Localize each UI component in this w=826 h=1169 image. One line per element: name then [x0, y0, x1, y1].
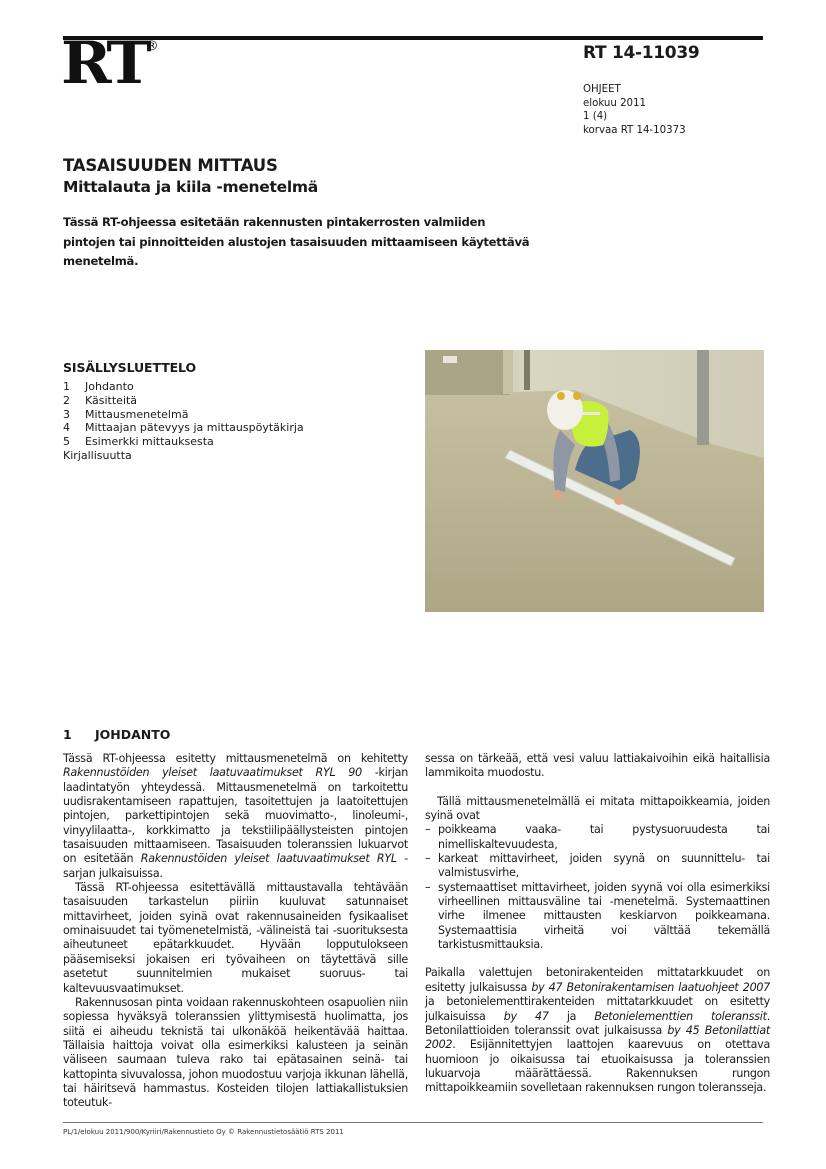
section-number: 1 [63, 727, 72, 742]
rt-logo [61, 29, 159, 97]
toc-item[interactable] [63, 435, 304, 449]
toc-item-number: 5 [63, 435, 70, 449]
toc-item-number: 3 [63, 407, 70, 421]
page-title: TASAISUUDEN MITTAUS [63, 156, 278, 175]
bullet-list [425, 823, 770, 952]
toc-item[interactable] [63, 421, 304, 435]
text: . Esijännitettyjen laattojen kaarevuus on otettava huomioon jo oikaisussa tai etuoikaisussa ja toleranssien lukuarvoja määrättäessä. Rakennuksen rungon mittapoikkeamiin sovelletaan rakennuksen rungon toleransseja. [425, 1038, 770, 1095]
toc-item[interactable] [63, 449, 304, 463]
text: Tässä RT-ohjeessa esitetty mittausmenetelmä on kehitetty [63, 752, 408, 765]
vest-reflective-stripe [580, 412, 600, 415]
publication-reference: by 47 [503, 1009, 549, 1023]
paragraph: Rakennusosan pinta voidaan rakennuskohteen osapuolien niin sopiessa hyväksyä toleranssien ylittymisestä huolimatta, jos siitä ei aiheudu teknistä tai ulkonäköä heikentävää haittaa. Tällaisia haittoja voivat olla esimerkiksi kalusteen ja seinän väliseen saumaan tuleva rako tai epätasainen seinä- tai kattopinta sivuvalossa, johon muodostuu varjoja ikkunan lähellä, tai häiritsevä hammastus. Kosteiden tilojen lattiakallistuksien toteutuk- [63, 995, 408, 1110]
paragraph [425, 966, 770, 1095]
meta-replaces: korvaa RT 14-10373 [583, 124, 686, 136]
ear-protector [557, 392, 565, 400]
document-meta [583, 83, 686, 137]
toc-item-number: 4 [63, 421, 70, 435]
column [503, 350, 513, 394]
toc-item-label: Kirjallisuutta [63, 448, 132, 462]
doorframe [524, 350, 530, 390]
registered-mark: ® [145, 39, 159, 54]
header-rule [63, 36, 763, 40]
logo-text: RT [61, 29, 148, 97]
hand-right [614, 495, 624, 505]
publication-reference: Betonielementtien toleranssit [594, 1009, 767, 1023]
page-subtitle: Mittalauta ja kiila -menetelmä [63, 178, 318, 196]
text: ja betonielementtirakenteiden mittatarkkuudet on esitetty julkaisuissa [425, 995, 770, 1023]
section-title: JOHDANTO [95, 727, 171, 742]
lead-paragraph: Tässä RT-ohjeessa esitetään rakennusten pintakerrosten valmiiden pintojen tai pinnoitteiden alustojen tasaisuuden mittaamiseen käytettävä menetelmä. [63, 215, 530, 268]
text: . Betonilattioiden toleranssit ovat julkaisussa [425, 1009, 770, 1037]
ear-protector [573, 392, 581, 400]
photo-illustration [425, 350, 764, 612]
toc-item-label: Johdanto [85, 380, 134, 393]
toc-item-label: Esimerkki mittauksesta [85, 435, 214, 449]
footer-imprint: PL/1/elokuu 2011/900/Kyriiri/Rakennustieto Oy © Rakennustietosäätiö RTS 2011 [63, 1128, 344, 1136]
text: -sarjan julkaisuissa. [63, 852, 409, 880]
steel-post [697, 350, 709, 445]
toc-title: SISÄLLYSLUETTELO [63, 360, 197, 375]
toc-item-label: Mittausmenetelmä [85, 407, 189, 421]
toc-item-number: 2 [63, 393, 70, 407]
paragraph: sessa on tärkeää, että vesi valuu lattiakaivoihin eikä haitallisia lammikoita muodostu. [425, 752, 770, 780]
meta-page: 1 (4) [583, 111, 608, 123]
publication-reference: Rakennustöiden yleiset laatuvaatimukset RYL [140, 852, 397, 866]
wall-left [425, 350, 510, 395]
meta-date: elokuu 2011 [583, 97, 646, 109]
body-column-left [63, 752, 408, 1111]
toc-item-label: Mittaajan pätevyys ja mittauspöytäkirja [85, 421, 304, 435]
text: ja [548, 1009, 595, 1023]
toc-item[interactable] [63, 394, 304, 408]
footer-rule [63, 1122, 763, 1123]
section-heading [63, 727, 170, 742]
list-item: – systemaattiset mittavirheet, joiden syynä voi olla esimerkiksi virheellinen mittausväline tai -menetelmä. Systemaattinen virhe ilmenee mittausten keskiarvon poikkeamana. Systemaattisia virheitä voi välttää tekemällä tarkistusmittauksia. [425, 881, 770, 953]
toc-item[interactable] [63, 380, 304, 394]
publication-reference: by 47 Betonirakentamisen laatuohjeet 2007 [531, 980, 770, 994]
publication-reference: Rakennustöiden yleiset laatuvaatimukset RYL 90 [63, 766, 362, 780]
hand-left [553, 490, 563, 500]
toc-item-label: Käsitteitä [85, 393, 138, 407]
list-item: – karkeat mittavirheet, joiden syynä on suunnittelu- tai valmistusvirhe, [425, 852, 770, 881]
text: -kirjan laadintatyön yhteydessä. Mittausmenetelmä on tarkoitettu uudisrakentamiseen rapattujen, tasoitettujen ja laatoitettujen pintojen, parkettipintojen sekä muovimatto-, linoleumi-, vinyylilaatta-, korkkimatto ja tekstiilipäällysteisten pintojen tasaisuuden mittaamiseen. Tasaisuuden toleranssien lukuarvot on esitetään [63, 766, 408, 866]
meta-type: OHJEET [583, 84, 621, 95]
toc-item[interactable] [63, 408, 304, 422]
wall-socket [443, 356, 457, 363]
publication-reference: by 45 Betonilattiat 2002 [425, 1023, 770, 1052]
body-column-right [425, 752, 770, 1096]
flatness-measurement-photo [425, 350, 764, 612]
document-number: RT 14-11039 [583, 43, 700, 63]
paragraph: Tässä RT-ohjeessa esitettävällä mittaustavalla tehtävään tasaisuuden tarkastelun piiriin kuuluvat satunnaiset mittavirheet, joiden syinä ovat rakennusaineiden fysikaaliset ominaisuudet tai työmenetelmistä, -välineistä tai -suorituksesta aiheutuneet epätarkkuudet. Hyvään lopputulokseen pääsemiseksi jokaisen eri työvaiheen on täytettävä sille asetetut suunnitelmien mukaiset suoruus- tai kaltevuusvaatimukset. [63, 881, 408, 995]
table-of-contents [63, 360, 304, 463]
paragraph: Tällä mittausmenetelmällä ei mitata mittapoikkeamia, joiden syinä ovat [425, 794, 770, 823]
list-item: – poikkeama vaaka- tai pystysuoruudesta tai nimelliskaltevuudesta, [425, 823, 770, 852]
paragraph [63, 752, 408, 881]
text: Paikalla valettujen betonirakenteiden mittatarkkuudet on esitetty julkaisussa [425, 966, 770, 994]
toc-item-number: 1 [63, 380, 70, 393]
